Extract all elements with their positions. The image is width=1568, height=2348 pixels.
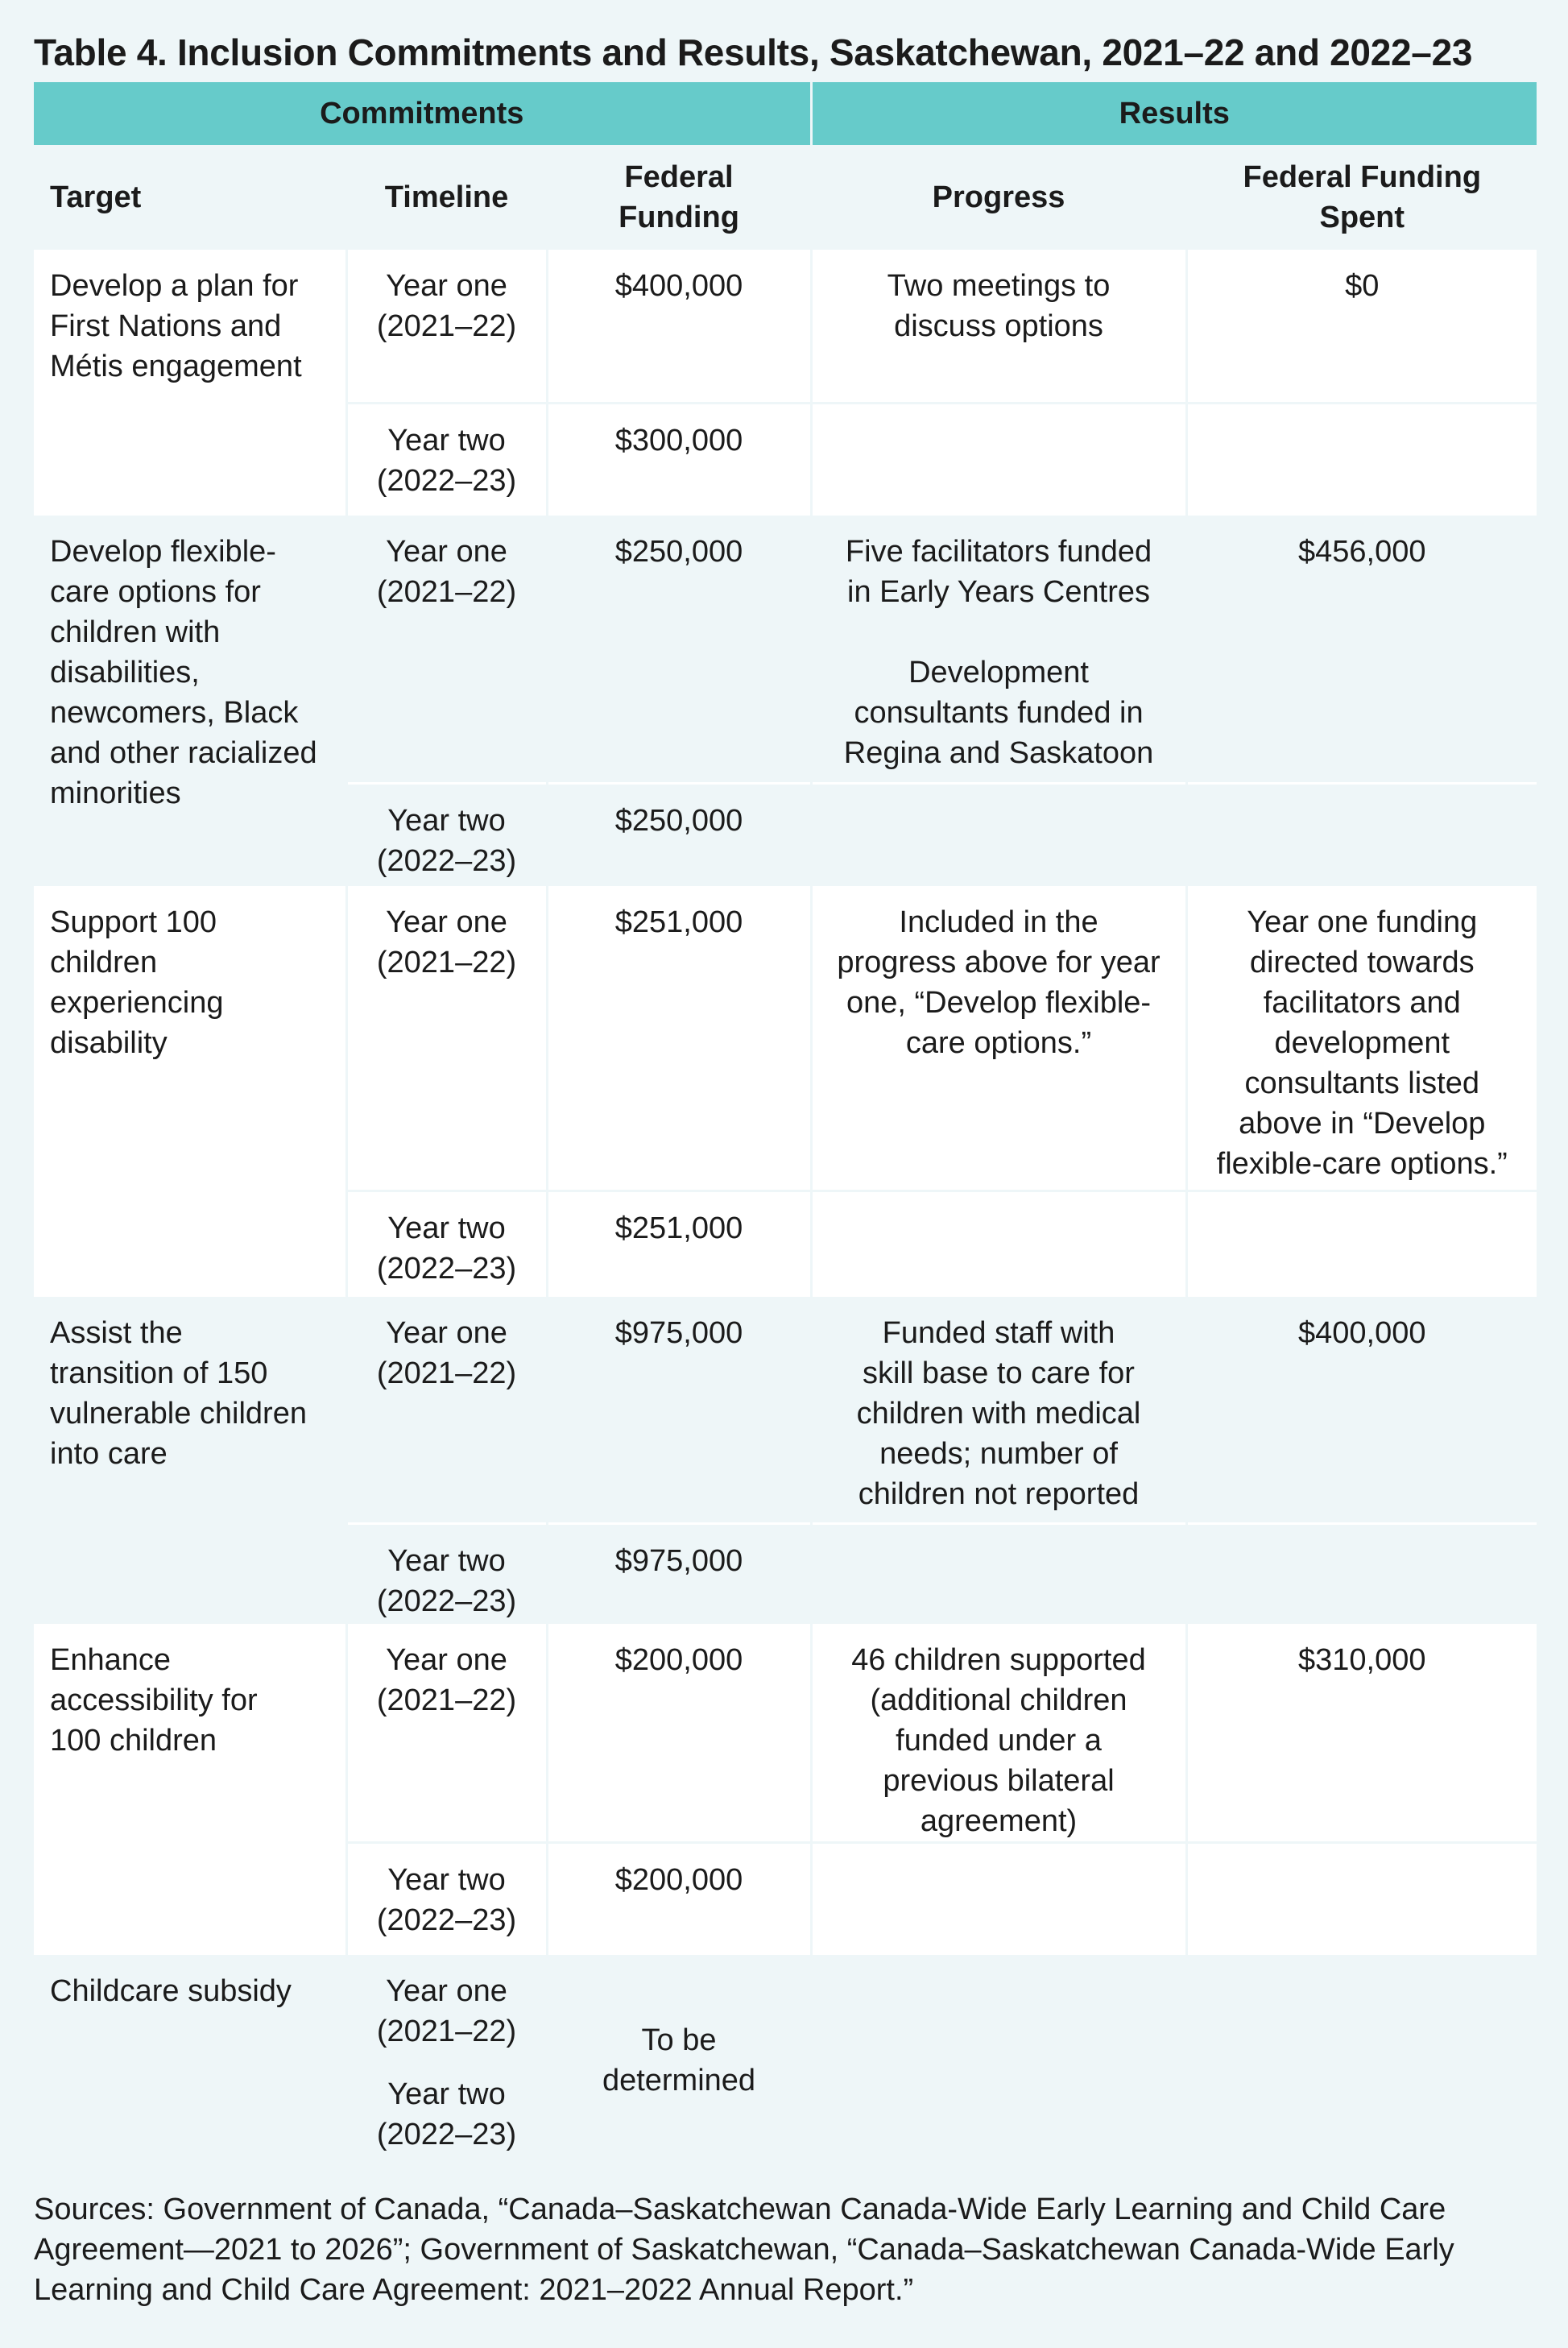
progress-cell (811, 784, 1186, 886)
timeline-cell: Year two (2022–23) (346, 1191, 547, 1298)
target-cell: Develop a plan for First Nations and Métis engagement (34, 250, 346, 516)
timeline-cell: Year one (2021–22) (346, 886, 547, 1191)
funding-cell: $250,000 (547, 516, 811, 784)
inclusion-table (34, 82, 1537, 2165)
target-cell: Assist the transition of 150 vulnerable children into care (34, 1297, 346, 1624)
progress-cell (811, 1843, 1186, 1956)
col-federal-funding: Federal Funding (547, 145, 811, 250)
table-row (34, 1297, 1537, 1523)
progress-cell: Included in the progress above for year one, “Develop flexible- care options.” (811, 886, 1186, 1191)
funding-cell: $975,000 (547, 1523, 811, 1624)
table-title: Table 4. Inclusion Commitments and Results, Saskatchewan, 2021–22 and 2022–23 (34, 31, 1473, 73)
spent-cell (1186, 784, 1537, 886)
spent-cell (1186, 1955, 1537, 2165)
progress-cell: Five facilitators funded in Early Years Centres Development consultants funded in Regina and Saskatoon (811, 516, 1186, 784)
column-header-row (34, 145, 1537, 250)
spent-cell: $310,000 (1186, 1624, 1537, 1843)
progress-cell (811, 1191, 1186, 1298)
timeline-cell: Year two (2022–23) (346, 1843, 547, 1956)
sources-note: Sources: Government of Canada, “Canada–Saskatchewan Canada-Wide Early Learning and Child Care Agreement—2021 to 2026”; Government of Saskatchewan, “Canada–Saskatchewan Canada-Wide Early Learning and Child Care Agreement: 2021–2022 Annual Report.” (34, 2193, 1454, 2307)
col-timeline: Timeline (346, 145, 547, 250)
progress-cell (811, 1523, 1186, 1624)
funding-cell: $400,000 (547, 250, 811, 403)
timeline-cell: Year two (2022–23) (346, 1523, 547, 1624)
funding-cell: $251,000 (547, 886, 811, 1191)
spent-cell: $400,000 (1186, 1297, 1537, 1523)
target-cell: Childcare subsidy (34, 1955, 346, 2165)
progress-cell: 46 children supported (additional children funded under a previous bilateral agreement) (811, 1624, 1186, 1843)
timeline-cell: Year one (2021–22) (346, 1297, 547, 1523)
funding-cell: To be determined (547, 1955, 811, 2165)
funding-cell: $300,000 (547, 403, 811, 516)
table-row (34, 1624, 1537, 1843)
table-row (34, 886, 1537, 1191)
funding-cell: $200,000 (547, 1843, 811, 1956)
spent-cell (1186, 1191, 1537, 1298)
group-results: Results (811, 82, 1537, 145)
timeline-cell: Year one (2021–22) (346, 1624, 547, 1843)
spent-cell (1186, 1523, 1537, 1624)
table-row (34, 1955, 1537, 2165)
timeline-cell: Year one (2021–22) (346, 250, 547, 403)
spent-cell: Year one funding directed towards facilitators and development consultants listed above in “Develop flexible-care options.” (1186, 886, 1537, 1191)
target-cell: Support 100 children experiencing disability (34, 886, 346, 1297)
timeline-cell: Year one (2021–22) Year two (2022–23) (346, 1955, 547, 2165)
timeline-cell: Year two (2022–23) (346, 784, 547, 886)
progress-cell (811, 403, 1186, 516)
funding-cell: $975,000 (547, 1297, 811, 1523)
spent-cell: $456,000 (1186, 516, 1537, 784)
funding-cell: $251,000 (547, 1191, 811, 1298)
group-header-row (34, 82, 1537, 145)
spent-cell: $0 (1186, 250, 1537, 403)
funding-cell: $200,000 (547, 1624, 811, 1843)
progress-cell: Funded staff with skill base to care for children with medical needs; number of children not reported (811, 1297, 1186, 1523)
progress-cell (811, 1955, 1186, 2165)
table-row (34, 516, 1537, 784)
spent-cell (1186, 403, 1537, 516)
spent-cell (1186, 1843, 1537, 1956)
timeline-cell: Year one (2021–22) (346, 516, 547, 784)
progress-cell: Two meetings to discuss options (811, 250, 1186, 403)
funding-cell: $250,000 (547, 784, 811, 886)
timeline-cell: Year two (2022–23) (346, 403, 547, 516)
table-row (34, 250, 1537, 403)
target-cell: Enhance accessibility for 100 children (34, 1624, 346, 1955)
col-funding-spent: Federal Funding Spent (1186, 145, 1537, 250)
col-progress: Progress (811, 145, 1186, 250)
col-target: Target (50, 180, 142, 214)
group-commitments: Commitments (34, 82, 811, 145)
target-cell: Develop flexible- care options for children with disabilities, newcomers, Black and other racialized minorities (34, 516, 346, 886)
